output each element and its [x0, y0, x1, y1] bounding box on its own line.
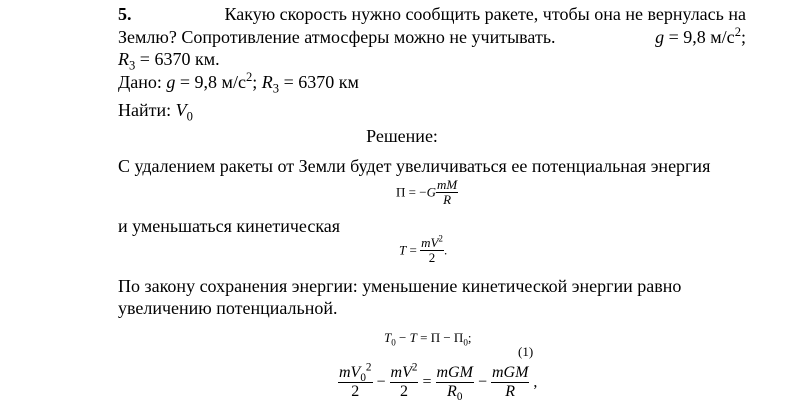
solution-paragraph-3a: По закону сохранения энергии: уменьшение кинетической энергии равно [118, 276, 682, 296]
find-value: $V_0$ [175, 100, 193, 124]
solution-paragraph-3b: увеличению потенциальной. [118, 298, 338, 318]
solution-paragraph-2: и уменьшаться кинетическая [118, 216, 341, 236]
given-label: Дано: [118, 72, 162, 92]
expanded-energy-equation: $\frac{mV_0^2}{2}$ − $\frac{mV^2}{2}$ = $\frac{\text{mGM}}{R_0}$ − $\frac{\text{mGM}}{R}$ , [339, 361, 538, 404]
problem-text-1: Какую скорость нужно сообщить ракете, чтобы она не вернулась на [224, 4, 746, 24]
potential-energy-formula: П = −G $\frac{mM}{R}$ [396, 177, 458, 207]
solution-heading: Решение: [366, 126, 438, 146]
given-line [118, 70, 359, 96]
problem-line-2 [118, 27, 746, 47]
problem-line-3: $R_3 = 6370$ км. [118, 49, 220, 73]
find-label: Найти: [118, 100, 172, 120]
equation-number: (1) [518, 344, 534, 359]
kinetic-energy-formula: T = $\frac{mV^2}{2}$ . [399, 233, 448, 265]
energy-conservation-equation: $T_0 - T = П - П_0$; [384, 330, 472, 348]
solution-paragraph-1: С удалением ракеты от Земли будет увеличиваться ее потенциальная энергия [118, 156, 711, 176]
find-line [118, 100, 193, 124]
problem-text-2: Землю? Сопротивление атмосферы можно не учитывать. [118, 27, 556, 47]
problem-number: 5. [118, 4, 132, 24]
problem-line-1 [118, 4, 746, 24]
problem-g-expr: g = 9,8 $м/с^2$; [655, 25, 746, 47]
given-values: g = 9,8 $м/с^2$; $R_3 = 6370$ км [166, 70, 359, 96]
